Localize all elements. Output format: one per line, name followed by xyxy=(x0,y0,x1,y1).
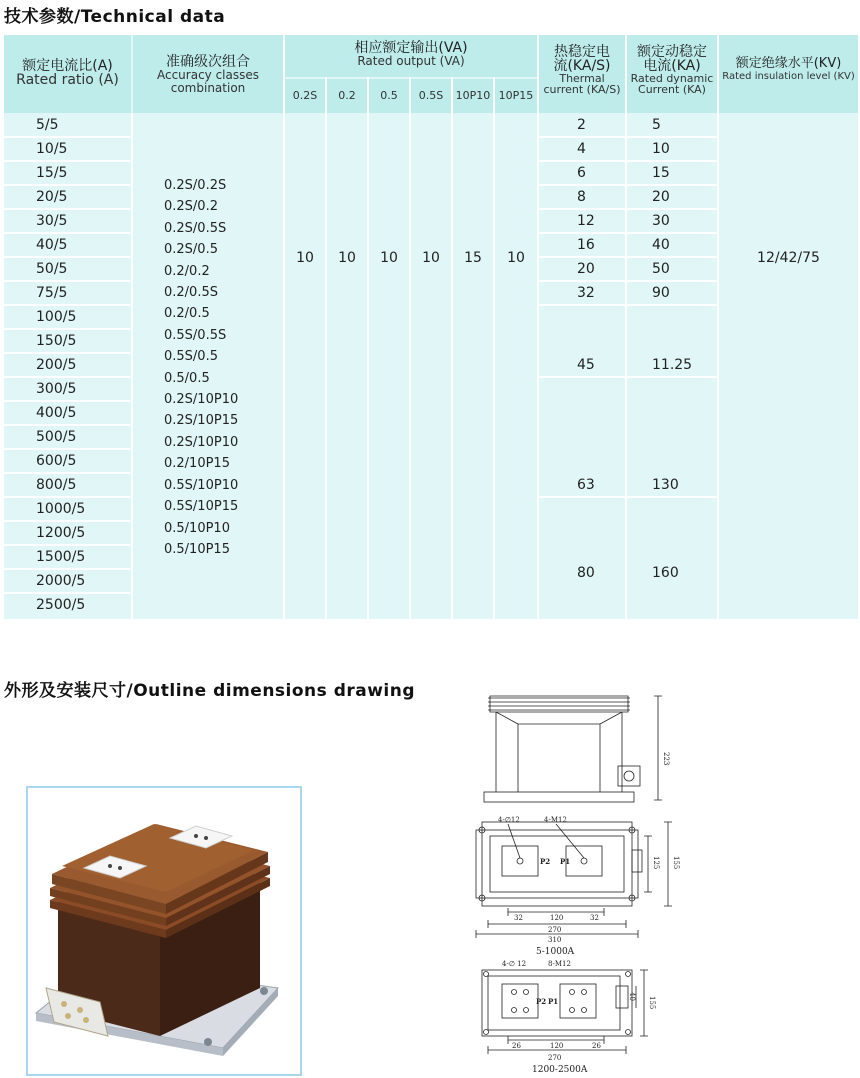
accuracy-item: 0.2S/0.2 xyxy=(164,199,218,215)
rated-output-0.2: 10 xyxy=(338,250,356,266)
ratio-cell: 400/5 xyxy=(36,405,77,421)
dynamic-current-cell: 160 xyxy=(652,565,679,581)
ratio-cell: 100/5 xyxy=(36,309,77,325)
row-divider xyxy=(539,256,625,258)
header-output-0.5 xyxy=(369,79,409,113)
row-divider xyxy=(4,424,131,426)
dim-155-b: 155 xyxy=(648,996,656,1010)
header-output-0.2s xyxy=(285,79,325,113)
row-divider xyxy=(627,304,717,306)
column-divider xyxy=(451,77,453,619)
header-dynamic-zh1: 额定动稳定 xyxy=(637,44,707,60)
dynamic-current-cell: 11.25 xyxy=(652,357,693,373)
accuracy-item: 0.2/0.5S xyxy=(164,285,218,301)
ratio-cell: 1000/5 xyxy=(36,501,86,517)
ratio-cell: 150/5 xyxy=(36,333,77,349)
accuracy-item: 0.2S/10P10 xyxy=(164,392,239,408)
row-divider xyxy=(627,256,717,258)
accuracy-item: 0.2/0.2 xyxy=(164,263,210,279)
dynamic-current-cell: 15 xyxy=(652,165,670,181)
header-output-10p15 xyxy=(495,79,537,113)
dim-310: 310 xyxy=(548,936,562,944)
ratio-cell: 15/5 xyxy=(36,165,68,181)
ratio-cell: 800/5 xyxy=(36,477,77,493)
header-output-0.2 xyxy=(327,79,367,113)
dim-thread-label-b: 8-M12 xyxy=(548,960,571,968)
ratio-cell: 600/5 xyxy=(36,453,77,469)
output-col-label: 0.5S xyxy=(418,89,444,102)
header-thermal-en2: current (KA/S) xyxy=(543,83,621,96)
ratio-cell: 10/5 xyxy=(36,141,68,157)
header-accuracy-en2: combination xyxy=(170,81,246,95)
header-rated-ratio xyxy=(4,35,131,113)
column-divider xyxy=(325,77,327,619)
ratio-cell: 1200/5 xyxy=(36,525,86,541)
header-dynamic-current xyxy=(627,35,717,113)
dim-hole-label-b: 4-∅ 12 xyxy=(502,960,527,968)
dim-26-b: 26 xyxy=(592,1042,601,1050)
output-col-label: 10P10 xyxy=(455,89,491,102)
rated-output-10p15: 10 xyxy=(507,250,525,266)
output-col-label: 0.2S xyxy=(292,89,318,102)
column-divider xyxy=(367,77,369,619)
dynamic-current-cell: 5 xyxy=(652,117,661,133)
technical-data-title: 技术参数/Technical data xyxy=(4,7,226,27)
output-col-label: 0.2 xyxy=(338,89,356,102)
accuracy-item: 0.5/0.5 xyxy=(164,370,210,386)
row-divider xyxy=(627,376,717,378)
row-divider xyxy=(627,496,717,498)
column-divider xyxy=(283,35,285,619)
row-divider xyxy=(627,160,717,162)
ratio-cell: 5/5 xyxy=(36,117,59,133)
rated-output-0.5: 10 xyxy=(380,250,398,266)
header-accuracy-zh: 准确级次组合 xyxy=(166,54,250,70)
dim-155-a: 155 xyxy=(672,856,680,870)
row-divider xyxy=(539,136,625,138)
header-accuracy xyxy=(133,35,283,113)
ratio-cell: 1500/5 xyxy=(36,549,86,565)
column-divider xyxy=(625,35,627,619)
row-divider xyxy=(539,184,625,186)
row-divider xyxy=(4,184,131,186)
row-divider xyxy=(539,160,625,162)
accuracy-item: 0.2S/10P15 xyxy=(164,413,239,429)
accuracy-item: 0.2/10P15 xyxy=(164,456,230,472)
dim-125: 125 xyxy=(652,856,660,870)
header-rated-ratio-zh: 额定电流比(A) xyxy=(22,58,113,74)
row-divider xyxy=(539,376,625,378)
dim-270-a: 270 xyxy=(548,926,562,934)
dim-40: 40 xyxy=(628,992,636,1001)
accuracy-item: 0.5/10P10 xyxy=(164,520,230,536)
ratio-cell: 500/5 xyxy=(36,429,77,445)
rated-output-10p10: 15 xyxy=(464,250,482,266)
ratio-cell: 2000/5 xyxy=(36,573,86,589)
dim-32-b: 32 xyxy=(590,914,599,922)
thermal-current-cell: 4 xyxy=(577,141,586,157)
row-divider xyxy=(4,304,131,306)
terminal-p1-a: P1 xyxy=(560,857,571,866)
thermal-current-cell: 6 xyxy=(577,165,586,181)
row-divider xyxy=(4,280,131,282)
product-photo xyxy=(26,786,302,1076)
row-divider xyxy=(4,400,131,402)
ratio-cell: 75/5 xyxy=(36,285,68,301)
row-divider xyxy=(539,208,625,210)
header-accuracy-en1: Accuracy classes xyxy=(156,68,260,82)
column-divider xyxy=(493,77,495,619)
ratio-cell: 2500/5 xyxy=(36,597,86,613)
caption-1200-2500a: 1200-2500A xyxy=(532,1065,588,1074)
dim-120-b: 120 xyxy=(550,1042,564,1050)
thermal-current-cell: 80 xyxy=(577,565,595,581)
dim-26-a: 26 xyxy=(512,1042,521,1050)
column-divider xyxy=(131,113,133,619)
terminal-p2-a: P2 xyxy=(540,857,551,866)
row-divider xyxy=(539,232,625,234)
caption-5-1000a: 5-1000A xyxy=(536,947,575,957)
accuracy-item: 0.5S/10P15 xyxy=(164,499,239,515)
header-thermal-current xyxy=(539,35,625,113)
row-divider xyxy=(4,520,131,522)
ratio-cell: 20/5 xyxy=(36,189,68,205)
accuracy-item: 0.2S/0.5 xyxy=(164,242,218,258)
dynamic-current-cell: 130 xyxy=(652,477,679,493)
terminal-p1-b: P1 xyxy=(548,997,559,1006)
header-dynamic-zh2: 电流(KA) xyxy=(643,58,701,74)
row-divider xyxy=(4,472,131,474)
insulation-level-value: 12/42/75 xyxy=(757,250,820,266)
header-thermal-zh2: 流(KA/S) xyxy=(553,58,611,74)
row-divider xyxy=(539,304,625,306)
accuracy-item: 0.2S/0.5S xyxy=(164,220,227,236)
row-divider xyxy=(4,592,131,594)
header-insulation-level xyxy=(719,35,858,113)
header-dynamic-en2: Current (KA) xyxy=(638,83,706,96)
dynamic-current-cell: 20 xyxy=(652,189,670,205)
dynamic-current-cell: 30 xyxy=(652,213,670,229)
row-divider xyxy=(539,280,625,282)
header-thermal-en1: Thermal xyxy=(559,72,605,85)
current-transformer-illustration xyxy=(28,788,300,1074)
header-rated-ratio-en: Rated ratio (A) xyxy=(16,72,119,88)
accuracy-item: 0.2S/10P10 xyxy=(164,434,239,450)
outline-dimensions-drawing xyxy=(468,690,708,1074)
ratio-cell: 50/5 xyxy=(36,261,68,277)
thermal-current-cell: 12 xyxy=(577,213,595,229)
row-divider xyxy=(4,136,131,138)
accuracy-item: 0.5/10P15 xyxy=(164,541,230,557)
ratio-cell: 300/5 xyxy=(36,381,77,397)
row-divider xyxy=(4,376,131,378)
thermal-current-cell: 32 xyxy=(577,285,595,301)
header-rated-output-en: Rated output (VA) xyxy=(357,54,465,68)
accuracy-item: 0.5S/0.5 xyxy=(164,349,218,365)
thermal-current-cell: 8 xyxy=(577,189,586,205)
rated-output-0.5s: 10 xyxy=(422,250,440,266)
ratio-cell: 200/5 xyxy=(36,357,77,373)
header-insulation-en: Rated insulation level (KV) xyxy=(722,71,855,82)
row-divider xyxy=(4,256,131,258)
accuracy-item: 0.2S/0.2S xyxy=(164,178,227,193)
dim-32-a: 32 xyxy=(514,914,523,922)
row-divider xyxy=(4,208,131,210)
column-divider xyxy=(717,35,719,619)
row-divider xyxy=(4,160,131,162)
row-divider xyxy=(4,328,131,330)
column-divider xyxy=(409,77,411,619)
row-divider xyxy=(4,544,131,546)
accuracy-item: 0.2/0.5 xyxy=(164,306,210,322)
header-rated-output-zh: 相应额定输出(VA) xyxy=(354,40,468,56)
terminal-p2-b: P2 xyxy=(536,997,547,1006)
row-divider xyxy=(627,232,717,234)
row-divider xyxy=(4,496,131,498)
dynamic-current-cell: 90 xyxy=(652,285,670,301)
dim-223: 223 xyxy=(662,752,670,766)
accuracy-item: 0.5S/10P10 xyxy=(164,477,239,493)
row-divider xyxy=(627,280,717,282)
rated-output-0.2s: 10 xyxy=(296,250,314,266)
row-divider xyxy=(627,184,717,186)
accuracy-item: 0.5S/0.5S xyxy=(164,327,227,343)
accuracy-combinations xyxy=(164,175,238,560)
header-rated-output xyxy=(285,35,537,77)
column-divider xyxy=(537,35,539,619)
row-divider xyxy=(627,208,717,210)
output-col-label: 0.5 xyxy=(380,89,398,102)
dim-hole-label-a: 4-∅12 xyxy=(498,816,520,824)
row-divider xyxy=(4,232,131,234)
dynamic-current-cell: 10 xyxy=(652,141,670,157)
dim-120-a: 120 xyxy=(550,914,564,922)
output-col-label: 10P15 xyxy=(498,89,534,102)
thermal-current-cell: 45 xyxy=(577,357,595,373)
row-divider xyxy=(4,448,131,450)
ratio-cell: 40/5 xyxy=(36,237,68,253)
header-output-0.5s xyxy=(411,79,451,113)
dynamic-current-cell: 50 xyxy=(652,261,670,277)
header-insulation-zh: 额定绝缘水平(KV) xyxy=(735,56,842,71)
thermal-current-cell: 20 xyxy=(577,261,595,277)
thermal-current-cell: 16 xyxy=(577,237,595,253)
row-divider xyxy=(4,352,131,354)
outline-dimensions-title: 外形及安装尺寸/Outline dimensions drawing xyxy=(4,681,416,701)
dim-270-b: 270 xyxy=(548,1054,562,1062)
row-divider xyxy=(539,496,625,498)
thermal-current-cell: 2 xyxy=(577,117,586,133)
row-divider xyxy=(627,136,717,138)
header-dynamic-en1: Rated dynamic xyxy=(630,72,714,85)
dim-thread-label-a: 4-M12 xyxy=(544,816,567,824)
row-divider xyxy=(4,568,131,570)
technical-data-table xyxy=(4,35,858,619)
header-output-10p10 xyxy=(453,79,493,113)
dynamic-current-cell: 40 xyxy=(652,237,670,253)
header-thermal-zh1: 热稳定电 xyxy=(554,44,610,60)
thermal-current-cell: 63 xyxy=(577,477,595,493)
ratio-cell: 30/5 xyxy=(36,213,68,229)
